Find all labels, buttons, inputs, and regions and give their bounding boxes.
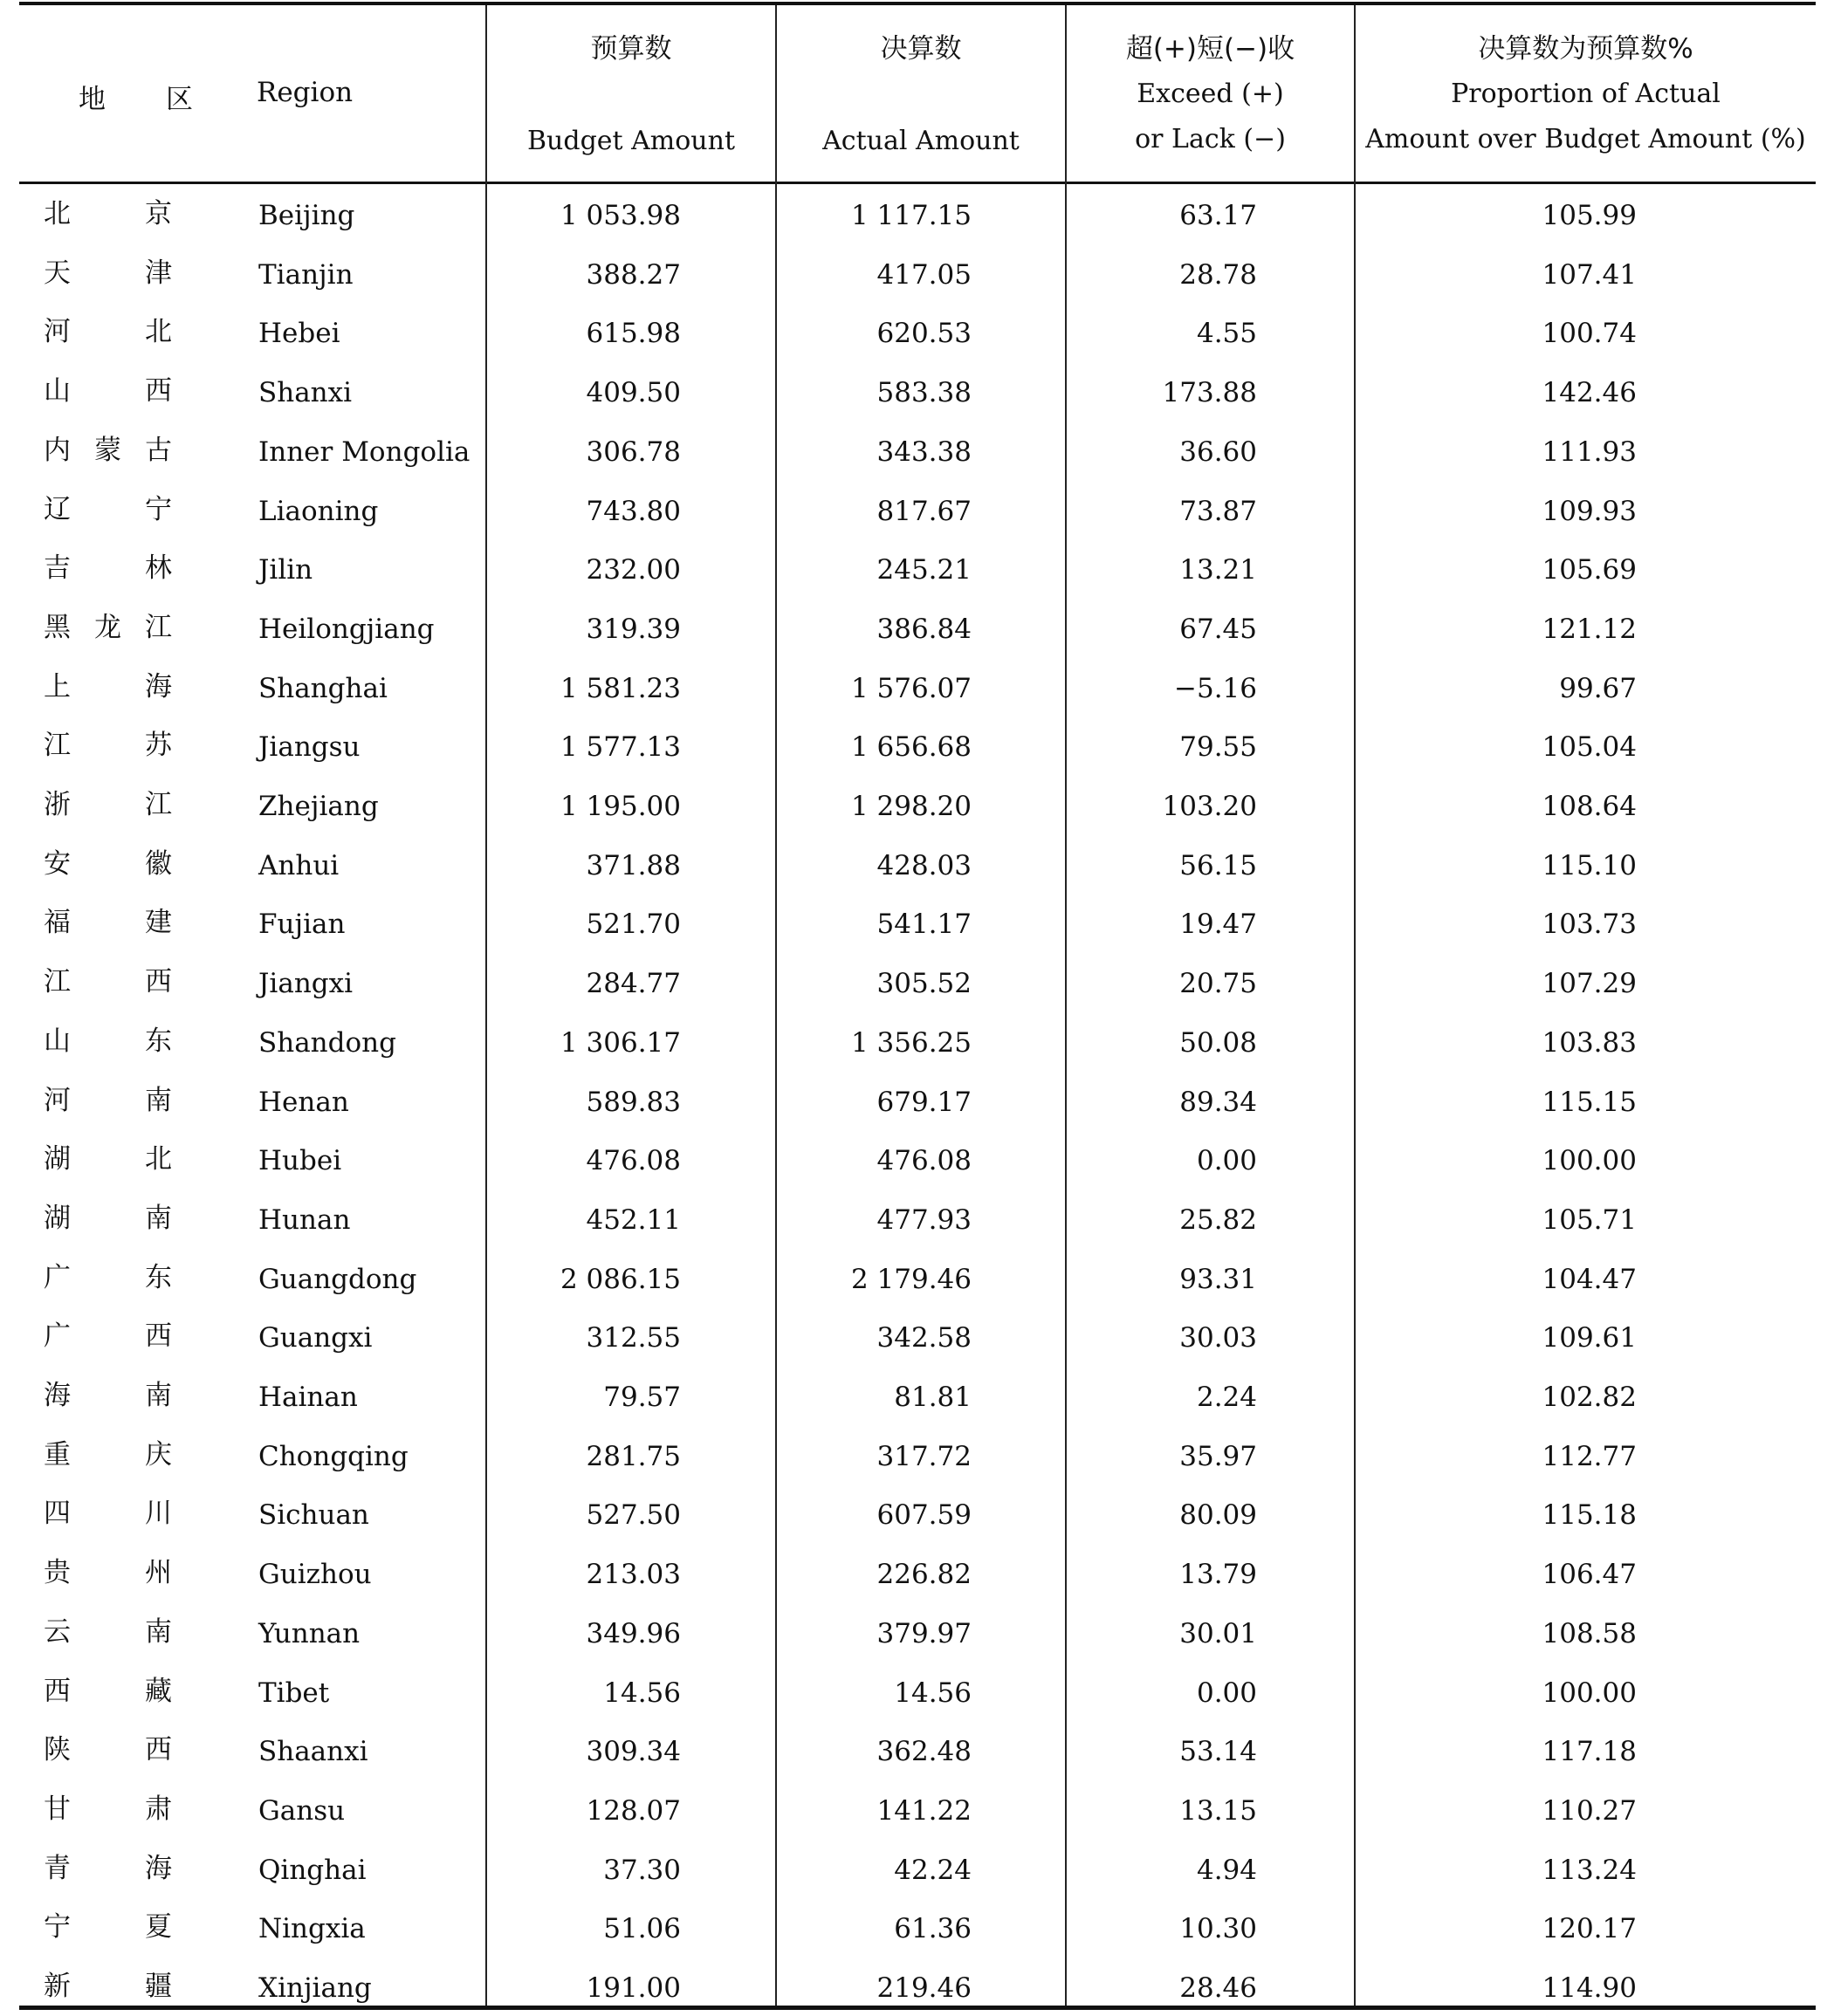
region-name-zh-char: 北 bbox=[44, 198, 71, 230]
region-name-zh-char: 海 bbox=[145, 1852, 172, 1884]
region-name-zh-char: 湖 bbox=[44, 1143, 71, 1176]
region-name-en: Jilin bbox=[258, 554, 313, 586]
actual-amount-cell: 583.38 bbox=[876, 377, 972, 409]
table-row bbox=[0, 1662, 1834, 1721]
region-name-zh-char: 藏 bbox=[145, 1675, 172, 1707]
region-name-zh-char: 新 bbox=[44, 1971, 71, 2002]
region-name-zh-char: 南 bbox=[145, 1380, 172, 1411]
budget-amount-cell: 312.55 bbox=[586, 1322, 681, 1354]
region-name-zh-char: 山 bbox=[44, 375, 71, 408]
table-row bbox=[0, 1602, 1834, 1662]
exceed-or-lack-cell: 10.30 bbox=[1179, 1913, 1257, 1945]
proportion-cell: 107.29 bbox=[1542, 968, 1637, 1000]
region-name-zh-char: 京 bbox=[145, 198, 172, 230]
region-name-zh-char: 宁 bbox=[44, 1911, 71, 1944]
region-name-zh-char: 北 bbox=[145, 1143, 172, 1176]
budget-amount-cell: 1 581.23 bbox=[560, 672, 681, 704]
table-row bbox=[0, 1189, 1834, 1248]
actual-column-header bbox=[777, 5, 1065, 182]
actual-amount-cell: 817.67 bbox=[876, 495, 972, 527]
region-name-zh-char: 蒙 bbox=[94, 434, 121, 466]
proportion-cell: 113.24 bbox=[1542, 1854, 1637, 1886]
actual-amount-cell: 245.21 bbox=[876, 554, 972, 586]
region-name-en: Tibet bbox=[258, 1677, 330, 1709]
exceed-or-lack-cell: 50.08 bbox=[1179, 1026, 1257, 1059]
actual-amount-cell: 620.53 bbox=[876, 318, 972, 350]
table-row bbox=[0, 1248, 1834, 1307]
region-name-zh-char: 州 bbox=[145, 1557, 172, 1589]
region-name-en: Hainan bbox=[258, 1382, 358, 1413]
exceed-or-lack-cell: 13.21 bbox=[1179, 554, 1257, 586]
proportion-cell: 115.10 bbox=[1542, 849, 1637, 881]
actual-amount-cell: 305.52 bbox=[876, 968, 972, 1000]
region-name-en: Hubei bbox=[258, 1145, 342, 1177]
budget-amount-cell: 319.39 bbox=[586, 613, 681, 645]
budget-amount-cell: 615.98 bbox=[586, 318, 681, 350]
actual-amount-cell: 379.97 bbox=[876, 1617, 972, 1649]
region-name-zh-char: 山 bbox=[44, 1025, 71, 1057]
region-name-zh-char: 古 bbox=[145, 434, 172, 466]
region-name-zh-char: 天 bbox=[44, 257, 71, 289]
region-name-zh-char: 南 bbox=[145, 1202, 172, 1234]
actual-amount-cell: 477.93 bbox=[876, 1203, 972, 1236]
proportion-cell: 100.00 bbox=[1542, 1145, 1637, 1177]
proportion-cell: 114.90 bbox=[1542, 1972, 1637, 2004]
exceed-or-lack-cell: 19.47 bbox=[1179, 909, 1257, 941]
budget-amount-cell: 521.70 bbox=[586, 909, 681, 941]
proportion-cell: 105.71 bbox=[1542, 1203, 1637, 1236]
table-row bbox=[0, 598, 1834, 657]
table-row bbox=[0, 1957, 1834, 2016]
proportion-cell: 109.93 bbox=[1542, 495, 1637, 527]
budget-amount-cell: 1 577.13 bbox=[560, 731, 681, 764]
proportion-cell: 106.47 bbox=[1542, 1559, 1637, 1591]
table-row bbox=[0, 1484, 1834, 1543]
actual-amount-cell: 386.84 bbox=[876, 613, 972, 645]
budget-amount-cell: 388.27 bbox=[586, 258, 681, 291]
region-name-zh-char: 庆 bbox=[145, 1438, 172, 1471]
region-name-zh-char: 江 bbox=[145, 611, 172, 643]
region-name-zh-char: 西 bbox=[145, 1320, 172, 1353]
diff-header-en-1: Exceed (+) bbox=[1137, 79, 1284, 109]
proportion-cell: 142.46 bbox=[1542, 377, 1637, 409]
region-name-en: Liaoning bbox=[258, 495, 379, 527]
exceed-or-lack-cell: 79.55 bbox=[1179, 731, 1257, 764]
exceed-or-lack-cell: 89.34 bbox=[1179, 1086, 1257, 1118]
region-header-zh-2: 区 bbox=[166, 84, 193, 115]
actual-amount-cell: 61.36 bbox=[894, 1913, 972, 1945]
proportion-cell: 120.17 bbox=[1542, 1913, 1637, 1945]
table-row bbox=[0, 1425, 1834, 1485]
region-name-zh-char: 西 bbox=[145, 375, 172, 408]
exceed-or-lack-cell: 25.82 bbox=[1179, 1203, 1257, 1236]
table-row bbox=[0, 775, 1834, 834]
exceed-or-lack-cell: 0.00 bbox=[1196, 1145, 1257, 1177]
region-name-zh-char: 河 bbox=[44, 1084, 71, 1116]
region-name-zh-char: 青 bbox=[44, 1852, 71, 1884]
actual-amount-cell: 342.58 bbox=[876, 1322, 972, 1354]
region-name-zh-char: 津 bbox=[145, 257, 172, 289]
exceed-or-lack-cell: 20.75 bbox=[1179, 968, 1257, 1000]
region-name-en: Qinghai bbox=[258, 1854, 367, 1886]
budget-amount-cell: 306.78 bbox=[586, 435, 681, 468]
budget-amount-cell: 309.34 bbox=[586, 1736, 681, 1768]
region-name-en: Beijing bbox=[258, 200, 355, 231]
exceed-or-lack-cell: 4.55 bbox=[1196, 318, 1257, 350]
budget-header-zh: 预算数 bbox=[590, 33, 672, 65]
proportion-cell: 115.15 bbox=[1542, 1086, 1637, 1118]
region-name-zh-char: 南 bbox=[145, 1615, 172, 1648]
ratio-header-en-2: Amount over Budget Amount (%) bbox=[1365, 124, 1806, 154]
region-name-zh-char: 林 bbox=[145, 552, 172, 585]
budget-amount-cell: 1 053.98 bbox=[560, 200, 681, 231]
actual-amount-cell: 679.17 bbox=[876, 1086, 972, 1118]
region-name-zh-char: 上 bbox=[44, 670, 71, 703]
exceed-or-lack-cell: 28.78 bbox=[1179, 258, 1257, 291]
region-name-en: Xinjiang bbox=[258, 1972, 372, 2004]
region-name-zh-char: 徽 bbox=[145, 847, 172, 880]
region-name-zh-char: 河 bbox=[44, 316, 71, 348]
table-row bbox=[0, 480, 1834, 539]
region-name-zh-char: 辽 bbox=[44, 493, 71, 525]
budget-amount-cell: 284.77 bbox=[586, 968, 681, 1000]
proportion-cell: 121.12 bbox=[1542, 613, 1637, 645]
diff-column-header bbox=[1067, 5, 1354, 182]
actual-amount-cell: 1 656.68 bbox=[850, 731, 972, 764]
region-name-zh-char: 肃 bbox=[145, 1793, 172, 1825]
exceed-or-lack-cell: 28.46 bbox=[1179, 1972, 1257, 2004]
budget-amount-cell: 349.96 bbox=[586, 1617, 681, 1649]
proportion-cell: 103.73 bbox=[1542, 909, 1637, 941]
diff-header-en-2: or Lack (−) bbox=[1135, 124, 1286, 154]
table-row bbox=[0, 1839, 1834, 1898]
region-name-en: Inner Mongolia bbox=[258, 435, 471, 468]
ratio-header-en-1: Proportion of Actual bbox=[1451, 79, 1721, 109]
region-name-zh-char: 疆 bbox=[145, 1971, 172, 2002]
exceed-or-lack-cell: 56.15 bbox=[1179, 849, 1257, 881]
region-name-zh-char: 苏 bbox=[145, 730, 172, 762]
budget-amount-cell: 409.50 bbox=[586, 377, 681, 409]
exceed-or-lack-cell: 73.87 bbox=[1179, 495, 1257, 527]
proportion-cell: 102.82 bbox=[1542, 1382, 1637, 1413]
exceed-or-lack-cell: 30.01 bbox=[1179, 1617, 1257, 1649]
actual-amount-cell: 428.03 bbox=[876, 849, 972, 881]
region-name-en: Hunan bbox=[258, 1203, 351, 1236]
exceed-or-lack-cell: 67.45 bbox=[1179, 613, 1257, 645]
region-name-zh-char: 夏 bbox=[145, 1911, 172, 1944]
actual-amount-cell: 417.05 bbox=[876, 258, 972, 291]
budget-amount-cell: 37.30 bbox=[603, 1854, 681, 1886]
region-name-en: Henan bbox=[258, 1086, 349, 1118]
region-name-en: Zhejiang bbox=[258, 791, 379, 822]
actual-amount-cell: 607.59 bbox=[876, 1499, 972, 1532]
proportion-cell: 105.99 bbox=[1542, 200, 1637, 231]
proportion-cell: 99.67 bbox=[1559, 672, 1637, 704]
exceed-or-lack-cell: 53.14 bbox=[1179, 1736, 1257, 1768]
actual-amount-cell: 1 356.25 bbox=[850, 1026, 972, 1059]
actual-amount-cell: 1 576.07 bbox=[850, 672, 972, 704]
region-name-en: Sichuan bbox=[258, 1499, 369, 1532]
exceed-or-lack-cell: 80.09 bbox=[1179, 1499, 1257, 1532]
region-name-en: Chongqing bbox=[258, 1440, 409, 1472]
exceed-or-lack-cell: 13.15 bbox=[1179, 1794, 1257, 1827]
table-row bbox=[0, 834, 1834, 894]
exceed-or-lack-cell: 63.17 bbox=[1179, 200, 1257, 231]
region-name-zh-char: 吉 bbox=[44, 552, 71, 585]
budget-amount-cell: 51.06 bbox=[603, 1913, 681, 1945]
budget-column-header bbox=[487, 5, 775, 182]
table-row bbox=[0, 893, 1834, 952]
budget-amount-cell: 452.11 bbox=[586, 1203, 681, 1236]
region-name-zh-char: 云 bbox=[44, 1615, 71, 1648]
table-row bbox=[0, 1071, 1834, 1130]
region-name-zh-char: 建 bbox=[145, 907, 172, 939]
actual-amount-cell: 541.17 bbox=[876, 909, 972, 941]
proportion-cell: 111.93 bbox=[1542, 435, 1637, 468]
region-name-en: Guizhou bbox=[258, 1559, 372, 1591]
exceed-or-lack-cell: 173.88 bbox=[1162, 377, 1257, 409]
exceed-or-lack-cell: 93.31 bbox=[1179, 1263, 1257, 1295]
actual-amount-cell: 1 298.20 bbox=[850, 791, 972, 822]
proportion-cell: 108.58 bbox=[1542, 1617, 1637, 1649]
region-name-zh-char: 东 bbox=[145, 1261, 172, 1293]
table-row bbox=[0, 243, 1834, 303]
region-name-zh-char: 江 bbox=[145, 789, 172, 820]
region-name-zh-char: 宁 bbox=[145, 493, 172, 525]
actual-header-zh: 决算数 bbox=[880, 33, 962, 65]
actual-amount-cell: 476.08 bbox=[876, 1145, 972, 1177]
region-name-en: Jiangxi bbox=[258, 968, 354, 1000]
region-name-en: Heilongjiang bbox=[258, 613, 435, 645]
budget-amount-cell: 589.83 bbox=[586, 1086, 681, 1118]
region-name-zh-char: 贵 bbox=[44, 1557, 71, 1589]
table-row bbox=[0, 657, 1834, 717]
region-name-en: Shaanxi bbox=[258, 1736, 368, 1768]
region-name-zh-char: 湖 bbox=[44, 1202, 71, 1234]
actual-amount-cell: 2 179.46 bbox=[850, 1263, 972, 1295]
table-row bbox=[0, 952, 1834, 1011]
actual-amount-cell: 219.46 bbox=[876, 1972, 972, 2004]
region-name-zh-char: 广 bbox=[44, 1261, 71, 1293]
budget-amount-cell: 1 306.17 bbox=[560, 1026, 681, 1059]
region-name-zh-char: 江 bbox=[44, 966, 71, 998]
table-row bbox=[0, 538, 1834, 598]
region-name-zh-char: 龙 bbox=[94, 611, 121, 643]
budget-header-en: Budget Amount bbox=[527, 126, 735, 156]
region-name-zh-char: 西 bbox=[145, 966, 172, 998]
table-row bbox=[0, 1011, 1834, 1071]
table-row bbox=[0, 421, 1834, 480]
exceed-or-lack-cell: 2.24 bbox=[1196, 1382, 1257, 1413]
region-name-en: Guangdong bbox=[258, 1263, 417, 1295]
region-name-zh-char: 西 bbox=[145, 1734, 172, 1766]
table-row bbox=[0, 1720, 1834, 1779]
proportion-cell: 109.61 bbox=[1542, 1322, 1637, 1354]
table-row bbox=[0, 1779, 1834, 1839]
region-name-en: Jiangsu bbox=[258, 731, 361, 764]
region-header-zh-1: 地 bbox=[79, 84, 106, 115]
actual-amount-cell: 362.48 bbox=[876, 1736, 972, 1768]
exceed-or-lack-cell: 103.20 bbox=[1162, 791, 1257, 822]
region-name-zh-char: 福 bbox=[44, 907, 71, 939]
actual-amount-cell: 141.22 bbox=[876, 1794, 972, 1827]
region-name-en: Shanghai bbox=[258, 672, 388, 704]
proportion-cell: 108.64 bbox=[1542, 791, 1637, 822]
region-name-en: Fujian bbox=[258, 909, 346, 941]
region-name-zh-char: 南 bbox=[145, 1084, 172, 1116]
region-name-zh-char: 川 bbox=[145, 1498, 172, 1530]
actual-header-en: Actual Amount bbox=[822, 126, 1020, 156]
table-row bbox=[0, 1897, 1834, 1957]
region-name-en: Gansu bbox=[258, 1794, 346, 1827]
region-name-zh-char: 西 bbox=[44, 1675, 71, 1707]
ratio-header-zh: 决算数为预算数% bbox=[1478, 33, 1693, 65]
region-name-en: Guangxi bbox=[258, 1322, 373, 1354]
proportion-cell: 100.74 bbox=[1542, 318, 1637, 350]
region-name-zh-char: 北 bbox=[145, 316, 172, 348]
proportion-cell: 117.18 bbox=[1542, 1736, 1637, 1768]
budget-amount-cell: 14.56 bbox=[603, 1677, 681, 1709]
region-name-en: Shandong bbox=[258, 1026, 396, 1059]
budget-amount-cell: 743.80 bbox=[586, 495, 681, 527]
ratio-column-header bbox=[1356, 5, 1816, 182]
budget-amount-cell: 281.75 bbox=[586, 1440, 681, 1472]
actual-amount-cell: 1 117.15 bbox=[850, 200, 972, 231]
proportion-cell: 112.77 bbox=[1542, 1440, 1637, 1472]
proportion-cell: 100.00 bbox=[1542, 1677, 1637, 1709]
region-name-en: Shanxi bbox=[258, 377, 353, 409]
table-row bbox=[0, 1543, 1834, 1602]
budget-amount-cell: 1 195.00 bbox=[560, 791, 681, 822]
proportion-cell: 105.69 bbox=[1542, 554, 1637, 586]
region-name-zh-char: 东 bbox=[145, 1025, 172, 1057]
actual-amount-cell: 343.38 bbox=[876, 435, 972, 468]
region-name-zh-char: 四 bbox=[44, 1498, 71, 1530]
exceed-or-lack-cell: 36.60 bbox=[1179, 435, 1257, 468]
region-name-zh-char: 江 bbox=[44, 730, 71, 762]
actual-amount-cell: 81.81 bbox=[894, 1382, 972, 1413]
region-name-en: Tianjin bbox=[258, 258, 354, 291]
region-name-en: Anhui bbox=[258, 849, 340, 881]
region-name-zh-char: 广 bbox=[44, 1320, 71, 1353]
budget-amount-cell: 191.00 bbox=[586, 1972, 681, 2004]
budget-amount-cell: 232.00 bbox=[586, 554, 681, 586]
table-row bbox=[0, 1306, 1834, 1366]
table-row bbox=[0, 184, 1834, 243]
budget-amount-cell: 128.07 bbox=[586, 1794, 681, 1827]
table-row bbox=[0, 1366, 1834, 1425]
exceed-or-lack-cell: 4.94 bbox=[1196, 1854, 1257, 1886]
budget-amount-cell: 527.50 bbox=[586, 1499, 681, 1532]
exceed-or-lack-cell: 0.00 bbox=[1196, 1677, 1257, 1709]
proportion-cell: 107.41 bbox=[1542, 258, 1637, 291]
budget-amount-cell: 213.03 bbox=[586, 1559, 681, 1591]
proportion-cell: 115.18 bbox=[1542, 1499, 1637, 1532]
exceed-or-lack-cell: 13.79 bbox=[1179, 1559, 1257, 1591]
proportion-cell: 103.83 bbox=[1542, 1026, 1637, 1059]
region-name-en: Ningxia bbox=[258, 1913, 366, 1945]
budget-amount-cell: 371.88 bbox=[586, 849, 681, 881]
diff-header-zh: 超(+)短(−)收 bbox=[1125, 33, 1295, 65]
region-name-zh-char: 陕 bbox=[44, 1734, 71, 1766]
actual-amount-cell: 14.56 bbox=[894, 1677, 972, 1709]
region-name-en: Yunnan bbox=[258, 1617, 361, 1649]
budget-amount-cell: 79.57 bbox=[603, 1382, 681, 1413]
exceed-or-lack-cell: 30.03 bbox=[1179, 1322, 1257, 1354]
exceed-or-lack-cell: 35.97 bbox=[1179, 1440, 1257, 1472]
exceed-or-lack-cell: −5.16 bbox=[1174, 672, 1257, 704]
region-name-zh-char: 甘 bbox=[44, 1793, 71, 1825]
table-row bbox=[0, 716, 1834, 775]
region-name-zh-char: 黑 bbox=[44, 611, 71, 643]
region-name-zh-char: 内 bbox=[44, 434, 71, 466]
table-row bbox=[0, 1129, 1834, 1189]
table-row bbox=[0, 361, 1834, 421]
region-name-zh-char: 浙 bbox=[44, 789, 71, 820]
region-header-en: Region bbox=[257, 77, 354, 108]
region-name-zh-char: 重 bbox=[44, 1438, 71, 1471]
region-name-zh-char: 海 bbox=[44, 1380, 71, 1411]
table-row bbox=[0, 302, 1834, 361]
proportion-cell: 110.27 bbox=[1542, 1794, 1637, 1827]
budget-amount-cell: 2 086.15 bbox=[560, 1263, 681, 1295]
budget-amount-cell: 476.08 bbox=[586, 1145, 681, 1177]
actual-amount-cell: 42.24 bbox=[894, 1854, 972, 1886]
region-name-zh-char: 安 bbox=[44, 847, 71, 880]
proportion-cell: 104.47 bbox=[1542, 1263, 1637, 1295]
proportion-cell: 105.04 bbox=[1542, 731, 1637, 764]
region-name-en: Hebei bbox=[258, 318, 340, 350]
actual-amount-cell: 226.82 bbox=[876, 1559, 972, 1591]
region-name-zh-char: 海 bbox=[145, 670, 172, 703]
actual-amount-cell: 317.72 bbox=[876, 1440, 972, 1472]
